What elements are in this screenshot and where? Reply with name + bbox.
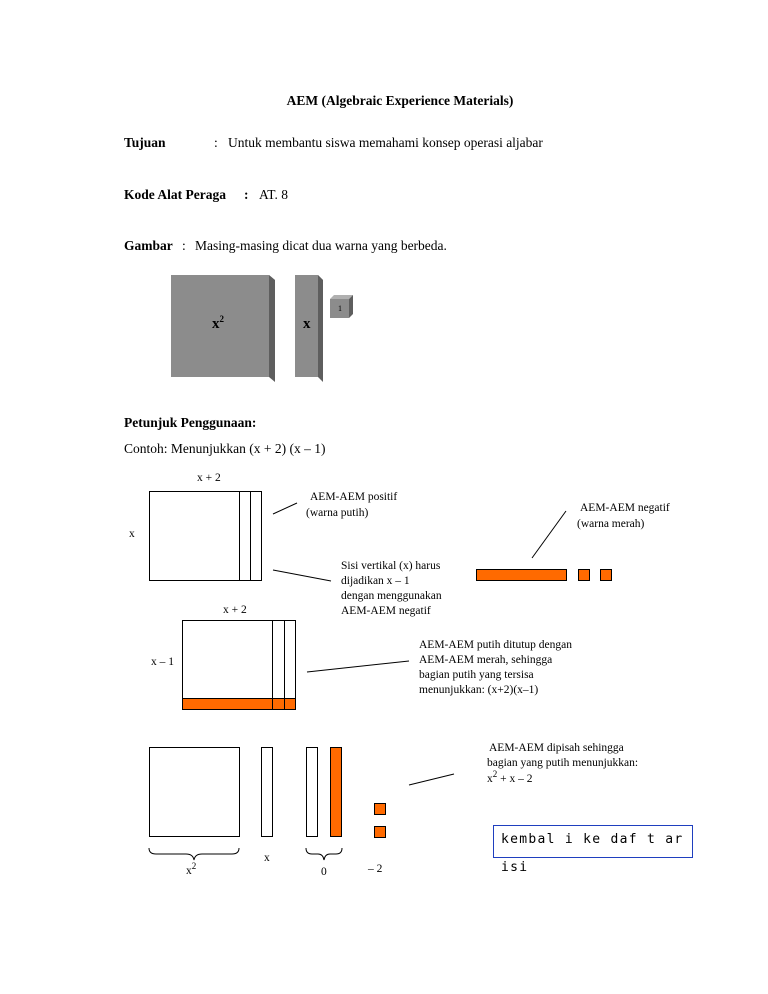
note-putih-line1: AEM-AEM putih ditutup dengan (419, 639, 572, 651)
tujuan-label: Tujuan (124, 135, 166, 150)
kode-text: AT. 8 (259, 187, 288, 202)
diagram3-positive-x-tile (306, 747, 318, 837)
contoh-text: Contoh: Menunjukkan (x + 2) (x – 1) (124, 441, 326, 456)
note-putih-line2: AEM-AEM merah, sehingga (419, 654, 553, 666)
callout-line-sisi (273, 570, 331, 581)
page-title: AEM (Algebraic Experience Materials) (286, 93, 514, 108)
gambar-text: Masing-masing dicat dua warna yang berbeda. (195, 238, 447, 253)
x-tile-side (318, 275, 323, 382)
kode-label: Kode Alat Peraga (124, 187, 226, 202)
diagram2-top-label: x + 2 (223, 604, 247, 616)
diagram2-negative-unit-tile (284, 698, 296, 710)
diagram2-x-tile (284, 620, 296, 710)
note-sisi-line3: dengan menggunakan (341, 590, 442, 602)
note-putih-line3: bagian putih yang tersisa (419, 669, 534, 681)
x-tile-label: x (303, 316, 311, 332)
x2-tile-label: $x^2$ (212, 314, 224, 332)
diagram3-negative-unit-tile (374, 826, 386, 838)
note-pisah-line3: $x^2 + x - 2$ (487, 769, 533, 785)
diagram1-x2-tile (149, 491, 240, 581)
kode-separator: : (244, 187, 249, 202)
diagram3-minus2-label: – 2 (368, 863, 383, 875)
diagram3-negative-unit-tile (374, 803, 386, 815)
diagram3-x-label: x (264, 852, 270, 864)
gambar-label: Gambar (124, 238, 173, 253)
diagram2-x2-tile (182, 620, 273, 710)
negative-unit-tile (578, 569, 590, 581)
unit-tile-label: 1 (338, 304, 342, 313)
diagram3-x-tile (261, 747, 273, 837)
note-sisi-line2: dijadikan x – 1 (341, 575, 410, 587)
note-positif-line2: (warna putih) (306, 507, 369, 519)
callout-line-pisah (409, 774, 454, 785)
note-sisi-line1: Sisi vertikal (x) harus (341, 560, 441, 572)
x2-tile-side (269, 275, 275, 382)
petunjuk-heading: Petunjuk Penggunaan: (124, 415, 257, 430)
back-to-toc-link[interactable]: kembal i ke daf t ar isi (493, 825, 693, 858)
diagram1-side-label: x (129, 528, 135, 540)
callout-line-putih (307, 661, 409, 672)
note-pisah-line1: AEM-AEM dipisah sehingga (489, 742, 624, 754)
diagram3-zero-label: 0 (321, 866, 327, 878)
diagram2-negative-x-tile (182, 698, 273, 710)
negative-unit-tile (600, 569, 612, 581)
diagram3-x2-tile (149, 747, 240, 837)
note-negatif-line1: AEM-AEM negatif (580, 502, 670, 514)
note-positif-line1: AEM-AEM positif (310, 491, 398, 503)
unit-tile-top (330, 295, 353, 299)
callout-line-negatif (532, 511, 566, 558)
negative-x-tile (476, 569, 567, 581)
note-pisah-line2: bagian yang putih menunjukkan: (487, 757, 639, 769)
note-negatif-line2: (warna merah) (577, 518, 645, 530)
tujuan-separator: : (214, 135, 218, 150)
callout-line-positif (273, 503, 297, 514)
brace-x2 (149, 848, 239, 860)
gambar-separator: : (182, 238, 186, 253)
brace-zero (306, 848, 342, 860)
unit-tile-side (349, 295, 353, 318)
diagram2-side-label: x – 1 (151, 656, 174, 668)
tujuan-text: Untuk membantu siswa memahami konsep operasi aljabar (228, 135, 543, 150)
diagram1-x-tile (250, 491, 262, 581)
note-sisi-line4: AEM-AEM negatif (341, 605, 431, 617)
diagram3-x2-label: $x^2$ (186, 861, 197, 877)
note-putih-line4: menunjukkan: (x+2)(x–1) (419, 684, 539, 696)
diagram3-negative-x-tile (330, 747, 342, 837)
diagram1-top-label: x + 2 (197, 472, 221, 484)
